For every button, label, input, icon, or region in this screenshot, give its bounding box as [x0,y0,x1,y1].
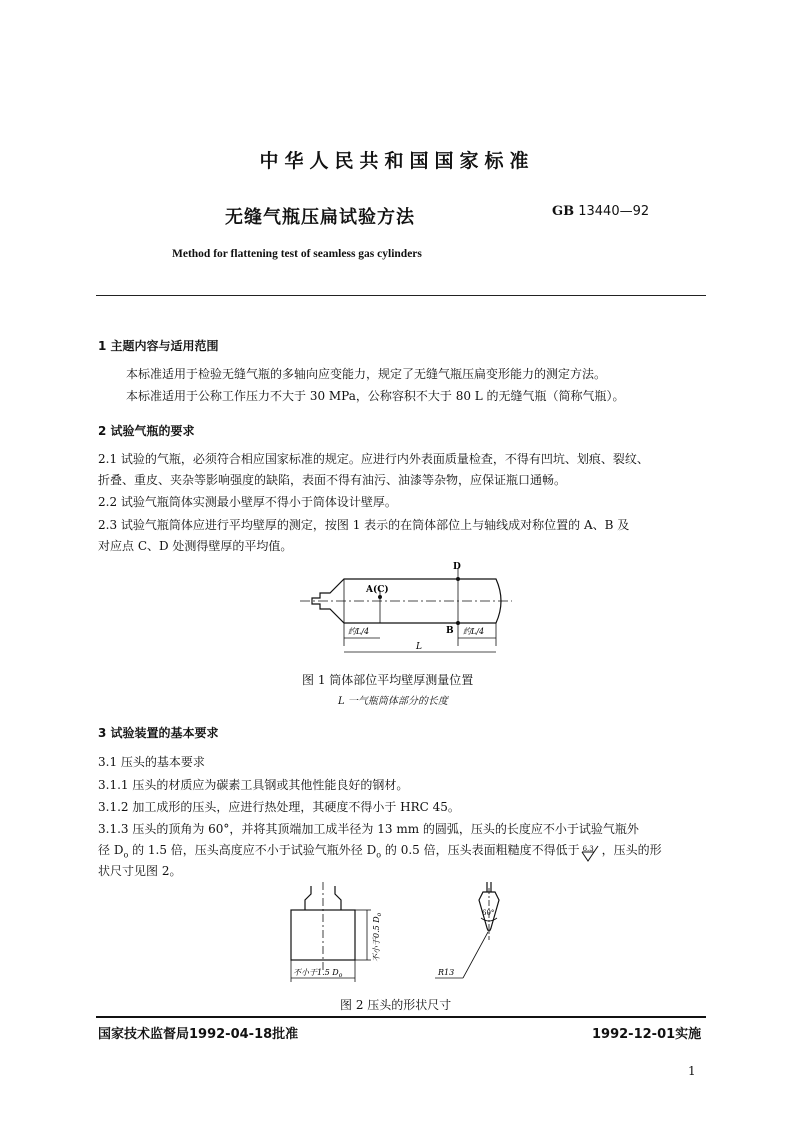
standard-code [552,204,649,219]
roughness-value: 6.3 [582,845,594,854]
label-radius: R13 [438,968,455,977]
clause-2-3-line-1: 2.3 试验气瓶筒体应进行平均壁厚的测定，按图 1 表示的在筒体部位上与轴线成对称位置的 A、B 及 [98,518,630,532]
clause-text: 径 D [98,843,124,857]
standard-number: 13440—92 [578,204,650,219]
english-title: Method for flattening test of seamless gas cylinders [172,248,422,260]
document-title: 无缝气瓶压扁试验方法 [225,207,415,228]
figure-2-caption: 图 2 压头的形状尺寸 [340,998,452,1012]
label-height: 不小于0.5 $D_o$ [372,912,383,962]
label-quarter-left: 约L/4 [348,627,370,636]
page-number: 1 [688,1064,696,1078]
clause-text: ，压头的形 [601,843,662,857]
section-1-paragraph-1: 本标准适用于检验无缝气瓶的多轴向应变能力，规定了无缝气瓶压扁变形能力的测定方法。 [126,367,607,381]
section-1-heading: 1 主题内容与适用范围 [98,339,219,353]
clause-sub: o [123,850,129,860]
point-d [456,577,460,581]
section-2-heading: 2 试验气瓶的要求 [98,424,195,438]
label-l: L [416,642,422,652]
clause-2-1-line-2: 折叠、重皮、夹杂等影响强度的缺陷，表面不得有油污、油漆等杂物，应保证瓶口通畅。 [98,473,567,487]
radius-leader [463,932,488,978]
clause-3-1-3-line-3: 状尺寸见图 2。 [98,864,182,878]
effective-date: 1992-12-01实施 [592,1027,702,1042]
figure-1-caption: 图 1 筒体部位平均壁厚测量位置 [302,673,474,687]
clause-2-1-line-1: 2.1 试验的气瓶，必须符合相应国家标准的规定。应进行内外表面质量检查，不得有凹坑、划痕、裂纹、 [98,452,649,466]
clause-text: 的 1.5 倍，压头高度应不小于试验气瓶外径 D [128,843,377,857]
section-3-heading: 3 试验装置的基本要求 [98,726,219,740]
clause-3-1-2: 3.1.2 加工成形的压头，应进行热处理，其硬度不得小于 HRC 45。 [98,800,460,814]
clause-2-3-line-2: 对应点 C、D 处测得壁厚的平均值。 [98,539,293,553]
label-angle: 60° [482,909,495,917]
label-b: B [446,626,454,636]
label-d: D [453,562,461,572]
clause-3-1-3-line-1: 3.1.3 压头的顶角为 60°，并将其顶端加工成半径为 13 mm 的圆弧，压头的长度应不小于试验气瓶外 [98,822,639,836]
national-standard-title: 中华人民共和国国家标准 [259,150,535,172]
figure-1-subcaption: L 一气瓶筒体部分的长度 [338,696,448,707]
clause-3-1-1: 3.1.1 压头的材质应为碳素工具钢或其他性能良好的钢材。 [98,778,409,792]
clause-3-1: 3.1 压头的基本要求 [98,755,205,769]
clause-sub: o [376,850,382,860]
label-width: 不小于1.5 $D_o$ [293,968,343,979]
standard-prefix: GB [552,204,575,219]
check-icon [580,848,602,862]
clause-text: 的 0.5 倍，压头表面粗糙度不得低于 [381,843,580,857]
footer-divider [96,1016,706,1018]
label-ac: A(C) [366,585,389,595]
section-1-paragraph-2: 本标准适用于公称工作压力不大于 30 MPa，公称容积不大于 80 L 的无缝气瓶（简称气瓶）。 [126,389,625,403]
point-ac [378,595,382,599]
point-b [456,621,460,625]
figure-2-punch-diagram [285,882,530,992]
label-quarter-right: 约L/4 [463,627,485,636]
header-divider [96,295,706,296]
approval-text: 国家技术监督局1992-04-18批准 [98,1027,299,1042]
roughness-symbol [580,845,602,862]
clause-3-1-3-line-2 [98,843,662,862]
figure-1-cylinder-diagram [300,560,520,660]
clause-2-2: 2.2 试验气瓶筒体实测最小壁厚不得小于筒体设计壁厚。 [98,495,397,509]
